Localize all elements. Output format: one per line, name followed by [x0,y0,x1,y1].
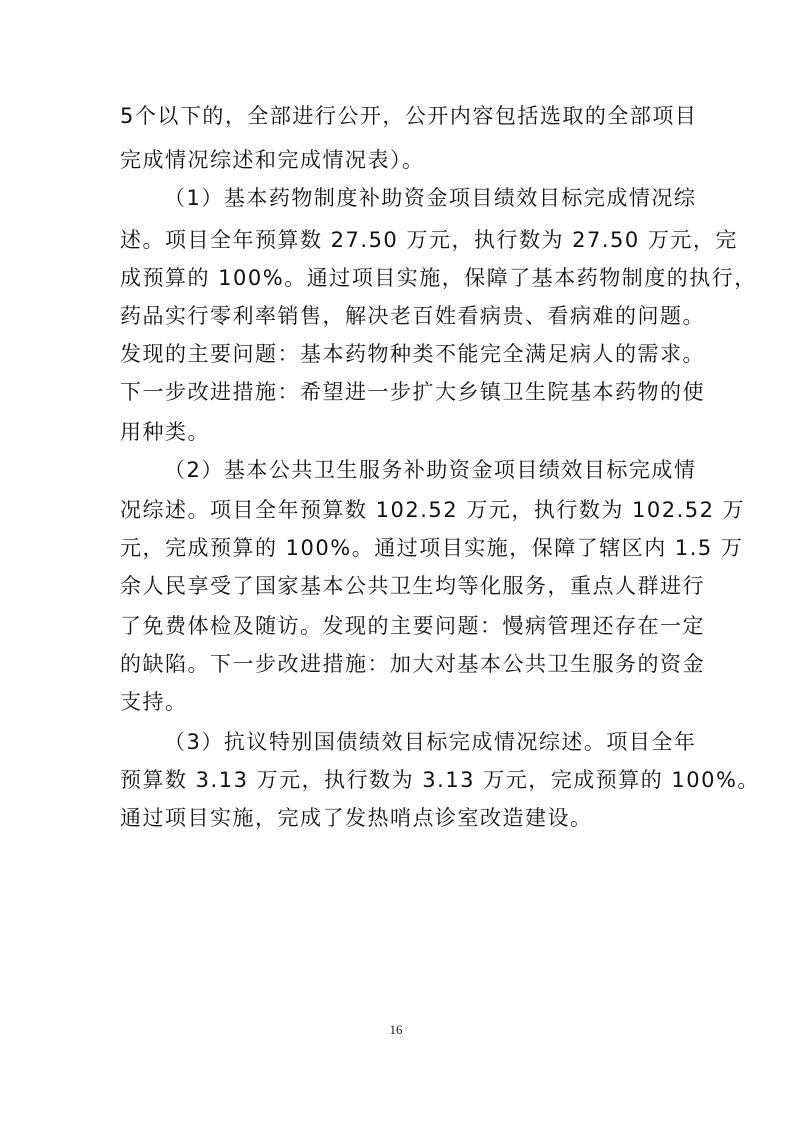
text-line: 发现的主要问题：基本药物种类不能完全满足病人的需求。 [120,342,705,366]
text-line: 成预算的 100%。通过项目实施，保障了基本药物制度的执行， [120,266,757,290]
text-line: （1）基本药物制度补助资金项目绩效目标完成情况综 [164,186,697,210]
text-line: 预算数 3.13 万元，执行数为 3.13 万元，完成预算的 100%。 [120,768,760,792]
text-line: 完成情况综述和完成情况表）。 [120,148,425,172]
text-line: 述。项目全年预算数 27.50 万元，执行数为 27.50 万元，完 [120,228,738,252]
text-line: 元，完成预算的 100%。通过项目实施，保障了辖区内 1.5 万 [120,536,744,560]
page-number: 16 [389,1022,403,1037]
text-line: 的缺陷。下一步改进措施：加大对基本公共卫生服务的资金 [120,652,705,676]
text-line: 了免费体检及随访。发现的主要问题：慢病管理还存在一定 [120,614,705,638]
text-line: （3）抗议特别国债绩效目标完成情况综述。项目全年 [164,730,697,754]
text-line: 通过项目实施，完成了发热哨点诊室改造建设。 [120,806,593,830]
text-line: 5个以下的，全部进行公开，公开内容包括选取的全部项目 [120,104,698,128]
text-line: 况综述。项目全年预算数 102.52 万元，执行数为 102.52 万 [120,498,746,522]
text-line: 用种类。 [120,420,210,444]
text-line: 支持。 [120,690,188,714]
text-line: 余人民享受了国家基本公共卫生均等化服务，重点人群进行 [120,574,705,598]
text-line: 下一步改进措施：希望进一步扩大乡镇卫生院基本药物的使 [120,380,705,404]
text-line: （2）基本公共卫生服务补助资金项目绩效目标完成情 [164,458,697,482]
text-line: 药品实行零利率销售，解决老百姓看病贵、看病难的问题。 [120,304,705,328]
